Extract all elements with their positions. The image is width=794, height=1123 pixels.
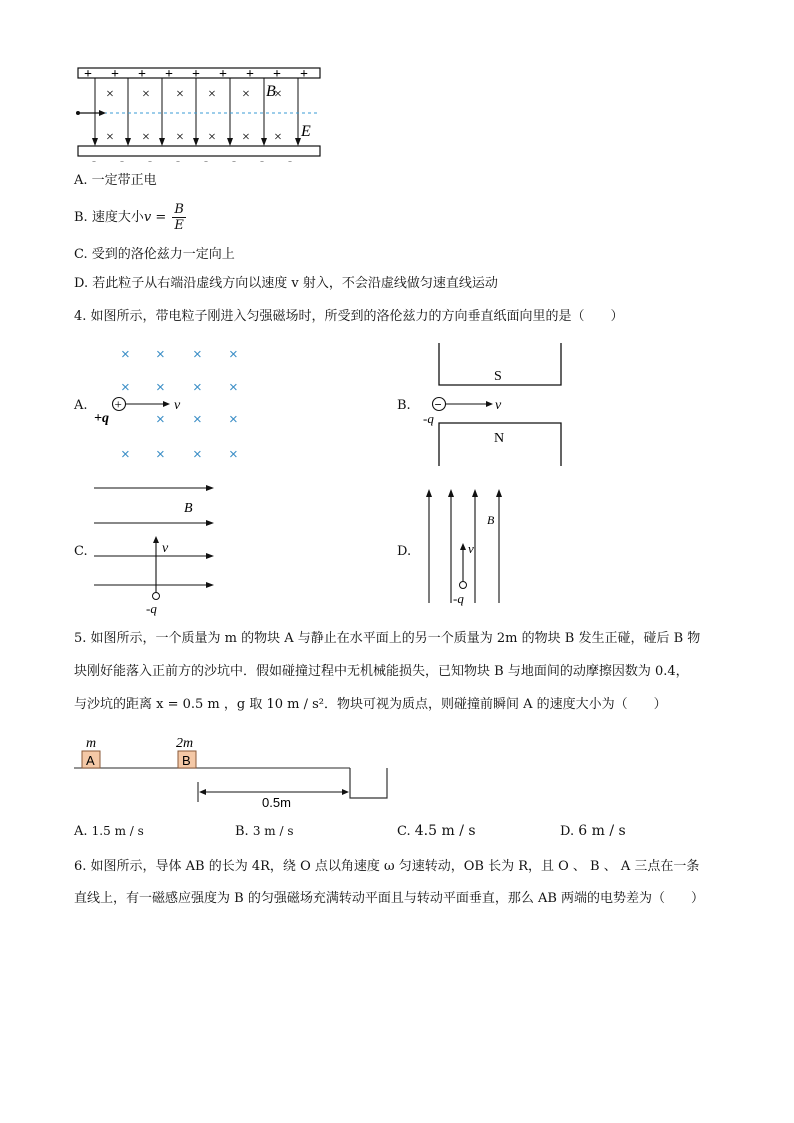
charge-label: -q <box>423 411 434 426</box>
minus-charge: - <box>92 154 96 162</box>
b-field-cross: × <box>142 87 150 102</box>
field-arrowhead <box>206 553 214 559</box>
q3-option-b[interactable] <box>74 202 186 233</box>
plus-charge: + <box>165 67 173 82</box>
b-field-cross: × <box>242 130 250 145</box>
velocity-label: v <box>468 541 474 556</box>
plus-charge: + <box>111 67 119 82</box>
b-field-cross: × <box>176 87 184 102</box>
velocity-label: v <box>162 541 169 556</box>
q6-stem-line2: 直线上，有一磁感应强度为 B 的匀强磁场充满转动平面且与转动平面垂直，那么 AB 两端的电势差为（ ） <box>74 891 705 906</box>
q5-option-d-letter: D. <box>560 824 575 839</box>
b-field-cross: × <box>274 87 282 102</box>
q4-panel-a <box>92 340 262 470</box>
velocity-arrowhead <box>486 401 493 407</box>
q3-option-c[interactable]: C. 受到的洛伦兹力一定向上 <box>74 247 235 262</box>
field-arrowhead <box>193 138 199 146</box>
b-field-cross: × <box>229 379 238 396</box>
mass-a-label: m <box>86 736 97 751</box>
field-arrowhead <box>125 138 131 146</box>
minus-charge: - <box>148 154 152 162</box>
q4-option-a-letter[interactable]: A. <box>74 398 88 413</box>
particle <box>76 111 80 115</box>
minus-charge: - <box>120 154 124 162</box>
pole-s: S <box>494 369 502 384</box>
sand-pit <box>350 768 387 798</box>
b-field-cross: × <box>208 87 216 102</box>
q4-panel-c <box>92 478 232 618</box>
negative-charge <box>153 593 160 600</box>
b-field-cross: × <box>106 130 114 145</box>
circle-plus: + <box>114 396 122 412</box>
velocity-label: v <box>174 398 181 413</box>
dimension-arrow-left <box>199 789 206 795</box>
field-arrowhead <box>206 485 214 491</box>
q5-option-a[interactable] <box>74 822 144 841</box>
plus-charge: + <box>192 67 200 82</box>
b-field-cross: × <box>121 379 130 396</box>
q3-option-b-eq: = <box>151 210 171 225</box>
q4-stem: 4. 如图所示，带电粒子刚进入匀强磁场时，所受到的洛伦兹力的方向垂直纸面向里的是（ ） <box>74 309 624 324</box>
distance-label: 0.5m <box>262 795 291 810</box>
b-field-cross: × <box>229 346 238 363</box>
field-label: B <box>487 513 495 527</box>
circle-minus: − <box>434 397 442 412</box>
q5-option-b-value: 3 m / s <box>252 824 294 838</box>
b-field-cross: × <box>142 130 150 145</box>
b-field-cross: × <box>193 346 202 363</box>
minus-charge: - <box>288 154 292 162</box>
b-field-cross: × <box>229 411 238 428</box>
q3-option-a[interactable]: A. 一定带正电 <box>74 173 157 188</box>
b-field-cross: × <box>156 379 165 396</box>
q5-stem-line1: 5. 如图所示，一个质量为 m 的物块 A 与静止在水平面上的另一个质量为 2m 的物块 B 发生正碰，碰后 B 物 <box>74 631 701 646</box>
q5-option-c-value: 4.5 m / s <box>414 823 476 839</box>
q5-option-d-value: 6 m / s <box>578 823 626 839</box>
b-field-cross: × <box>156 346 165 363</box>
q4-panel-d <box>415 485 525 610</box>
minus-charge: - <box>176 154 180 162</box>
q3-figure <box>70 62 330 162</box>
q4-option-d-letter[interactable]: D. <box>397 544 412 559</box>
field-label: B <box>184 501 193 516</box>
plus-charge: + <box>300 67 308 82</box>
plus-charge: + <box>219 67 227 82</box>
charge-label: +q <box>94 411 109 426</box>
b-field-cross: × <box>274 130 282 145</box>
q4-option-b-letter[interactable]: B. <box>397 398 411 413</box>
q5-option-a-letter: A. <box>74 824 88 839</box>
b-field-cross: × <box>121 346 130 363</box>
minus-charge: - <box>204 154 208 162</box>
q3-option-b-fraction <box>172 202 186 233</box>
field-arrowhead <box>448 489 454 497</box>
q6-stem-line1: 6. 如图所示，导体 AB 的长为 4R，绕 O 点以角速度 ω 匀速转动，OB 长为 R，且 O 、 B 、 A 三点在一条 <box>74 859 700 874</box>
field-arrowhead <box>496 489 502 497</box>
block-a-label: A <box>86 753 95 768</box>
plus-charge: + <box>84 67 92 82</box>
minus-charge: - <box>232 154 236 162</box>
b-field-cross: × <box>208 130 216 145</box>
negative-charge <box>460 582 467 589</box>
charge-label: -q <box>453 591 464 606</box>
q4-panel-b <box>415 340 575 470</box>
mass-b-label: 2m <box>176 736 194 751</box>
b-field-cross: × <box>193 411 202 428</box>
particle-arrowhead <box>99 110 106 116</box>
b-field-cross: × <box>176 130 184 145</box>
b-field-cross: × <box>156 446 165 463</box>
field-arrowhead <box>206 582 214 588</box>
q3-option-b-text: B. 速度大小 <box>74 210 144 225</box>
charge-label: -q <box>146 601 157 616</box>
q5-figure <box>74 730 404 810</box>
field-arrowhead <box>206 520 214 526</box>
fraction-denominator: E <box>174 218 184 233</box>
field-arrowhead <box>227 138 233 146</box>
field-arrowhead <box>426 489 432 497</box>
q3-option-d[interactable]: D. 若此粒子从右端沿虚线方向以速度 v 射入，不会沿虚线做匀速直线运动 <box>74 276 498 291</box>
bottom-plate <box>78 146 320 156</box>
q5-stem-line2: 块刚好能落入正前方的沙坑中．假如碰撞过程中无机械能损失，已知物块 B 与地面间的动摩擦因数为 0.4， <box>74 664 689 679</box>
minus-charge: - <box>260 154 264 162</box>
field-arrowhead <box>92 138 98 146</box>
velocity-arrowhead <box>163 401 170 407</box>
pole-n: N <box>494 431 505 446</box>
field-arrowhead <box>261 138 267 146</box>
fraction-numerator: B <box>174 202 184 217</box>
b-field-cross: × <box>229 446 238 463</box>
velocity-arrowhead <box>153 536 159 543</box>
b-field-cross: × <box>121 446 130 463</box>
b-field-cross: × <box>242 87 250 102</box>
b-field-cross: × <box>156 411 165 428</box>
field-arrowhead <box>472 489 478 497</box>
q5-option-b[interactable] <box>235 822 294 841</box>
q5-option-b-letter: B. <box>235 824 249 839</box>
velocity-label: v <box>495 398 502 413</box>
q5-option-d[interactable] <box>560 822 626 841</box>
q5-option-a-value: 1.5 m / s <box>91 824 144 838</box>
q4-option-c-letter[interactable]: C. <box>74 544 88 559</box>
label-E: E <box>301 123 311 140</box>
plus-charge: + <box>273 67 281 82</box>
velocity-arrowhead <box>460 543 466 550</box>
q5-stem-line3: 与沙坑的距离 x = 0.5 m ，g 取 10 m / s²．物块可视为质点，则碰撞前瞬间 A 的速度大小为（ ） <box>74 697 667 712</box>
plus-charge: + <box>138 67 146 82</box>
plus-charge: + <box>246 67 254 82</box>
q5-option-c[interactable] <box>397 822 476 841</box>
block-b-label: B <box>182 753 191 768</box>
b-field-cross: × <box>193 379 202 396</box>
b-field-cross: × <box>106 87 114 102</box>
dimension-arrow-right <box>342 789 349 795</box>
q5-option-c-letter: C. <box>397 824 411 839</box>
label-B: B <box>266 83 276 100</box>
b-field-cross: × <box>193 446 202 463</box>
q3-option-b-var: v <box>143 210 152 225</box>
field-arrowhead <box>159 138 165 146</box>
